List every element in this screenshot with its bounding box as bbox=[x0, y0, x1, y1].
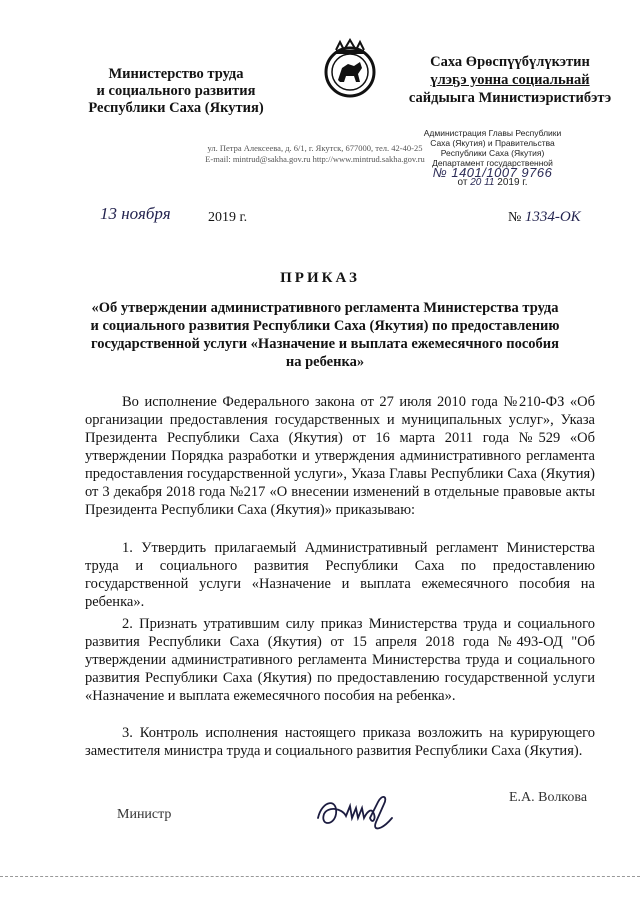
ministry-name-line: Республики Саха (Якутия) bbox=[88, 100, 264, 116]
registration-stamp bbox=[400, 128, 585, 192]
ministry-name-yakut bbox=[395, 53, 625, 107]
stamp-date-year: 2019 г. bbox=[497, 177, 528, 188]
ministry-name-line: Саха Өрөспүүбүлүкэтин bbox=[430, 54, 590, 70]
ministry-name-line: и социального развития bbox=[96, 83, 256, 99]
ministry-name-line: Министерство труда bbox=[108, 66, 244, 82]
order-item-3: 3. Контроль исполнения настоящего приказа возложить на курирующего заместителя министра труда и социального развития Республики Саха (Якутия). bbox=[85, 725, 595, 759]
order-date-year: 2019 г. bbox=[208, 210, 248, 225]
coat-of-arms-emblem bbox=[318, 38, 382, 102]
subject-line: и социального развития Республики Саха (Якутия) по предоставлению bbox=[90, 318, 560, 334]
contacts-line: E-mail: mintrud@sakha.gov.ru http://www.mintrud.sakha.gov.ru bbox=[205, 154, 425, 164]
order-number bbox=[508, 209, 581, 226]
ministry-name-line: сайдыыга Министиэристибэтэ bbox=[408, 90, 612, 106]
stamp-date-prefix: от bbox=[457, 177, 468, 188]
document-title: ПРИКАЗ bbox=[280, 270, 360, 286]
order-item-2: 2. Признать утратившим силу приказ Министерства труда и социального развития Республики Саха (Якутия) от 15 апреля 2018 года №493-ОД "Об утверждении административного регламента Министерства труда и социального развития Республики Саха (Якутия) по предоставлению государственной услуги «Назначение и выплата ежемесячного пособия на ребенка». bbox=[85, 616, 595, 704]
order-item-1: 1. Утвердить прилагаемый Административный регламент Министерства труда и социального развития Республики Саха по предоставлению государственной услуги «Назначение и выплата ежемесячного пособия на ребенка». bbox=[85, 540, 595, 610]
preamble-paragraph: Во исполнение Федерального закона от 27 июля 2010 года №210-ФЗ «Об организации предоставления государственных и муниципальных услуг», Указа Президента Республики Саха (Якутия) от 16 марта 2011 года №529 «Об утверждении Порядка разработки и утверждения административного регламента предоставления государственной услуги», Указа Главы Республики Саха (Якутия) от 3 декабря 2018 года №217 «О внесении изменений в отдельные правовые акты Президента Республики Саха (Якутия)» приказываю: bbox=[85, 394, 595, 518]
page-bottom-divider bbox=[0, 876, 640, 877]
stamp-line: Саха (Якутия) и Правительства bbox=[430, 138, 555, 148]
order-number-handwritten: 1334-ОК bbox=[524, 209, 581, 225]
stamp-line: Департамент государственной bbox=[432, 158, 553, 168]
subject-line: государственной услуги «Назначение и выплата ежемесячного пособия bbox=[91, 336, 559, 352]
address-line: ул. Петра Алексеева, д. 6/1, г. Якутск, 677000, тел. 42-40-25 bbox=[207, 143, 423, 153]
stamp-line: Администрация Главы Республики bbox=[423, 128, 562, 138]
stamp-line: Республики Саха (Якутия) bbox=[440, 148, 545, 158]
order-number-prefix: № bbox=[508, 210, 522, 225]
order-date-handwritten: 13 ноября bbox=[100, 204, 171, 223]
handwritten-signature bbox=[312, 788, 402, 836]
subject-line: «Об утверждении административного регламента Министерства труда bbox=[91, 300, 559, 316]
signatory-role: Министр bbox=[117, 807, 172, 822]
stamp-date-value: 20 11 bbox=[470, 177, 495, 188]
stamp-registration-number: № 1401/1007 9766 bbox=[432, 165, 553, 180]
subject-line: на ребенка» bbox=[285, 354, 365, 370]
ministry-name-line: үлэҕэ уонна социальнай bbox=[430, 72, 590, 88]
signatory-name: Е.А. Волкова bbox=[509, 790, 588, 805]
document-subject bbox=[90, 299, 560, 371]
stamp-date bbox=[400, 178, 585, 188]
ministry-name-russian bbox=[66, 66, 286, 117]
